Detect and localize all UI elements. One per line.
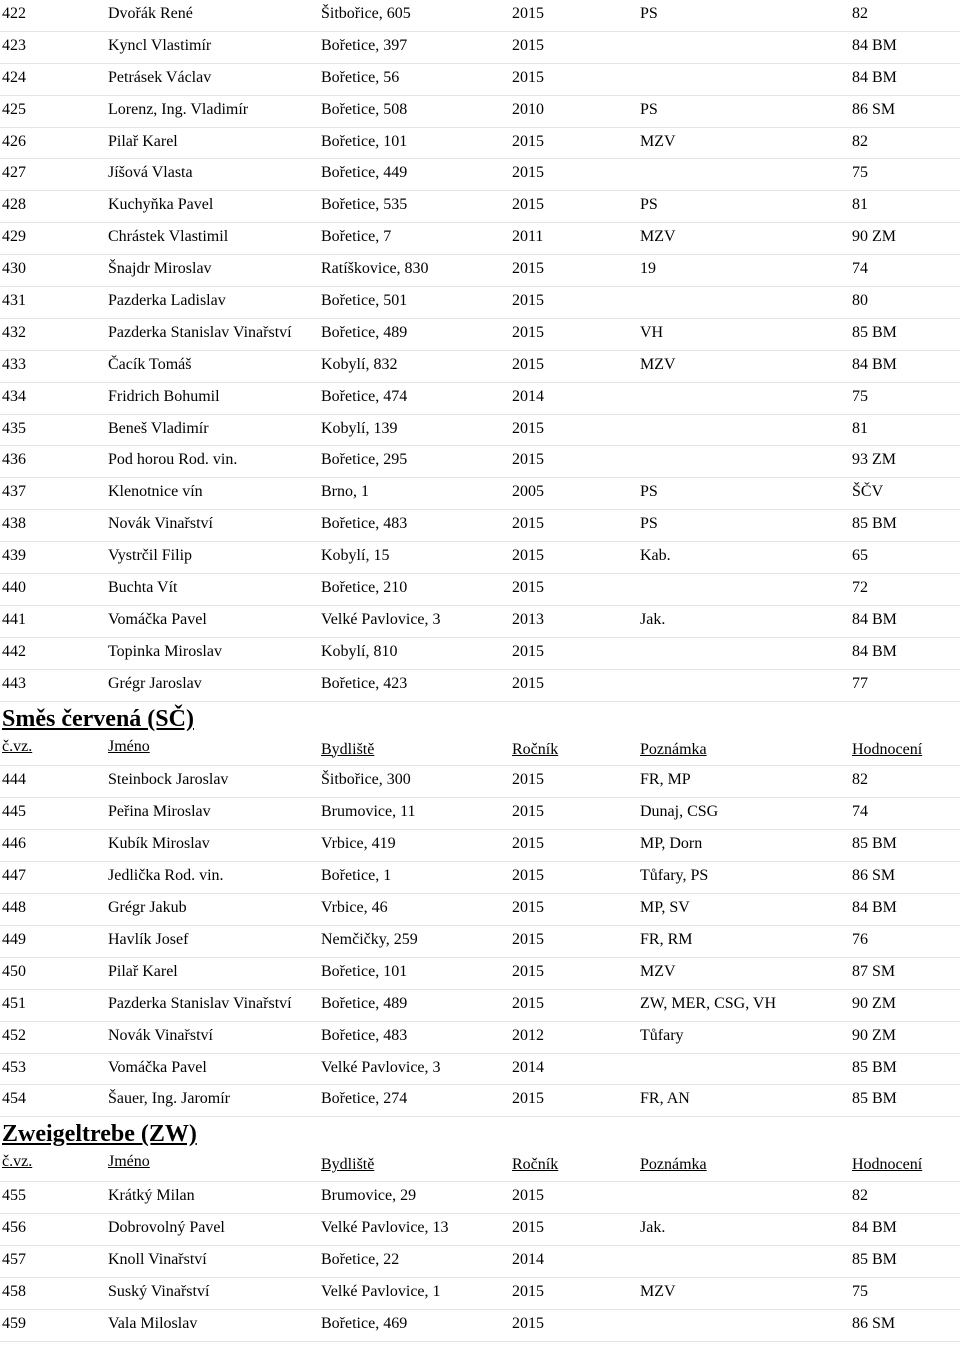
table-row: [0, 766, 960, 798]
cell-rating: 82: [852, 1187, 868, 1205]
cell-note: MZV: [640, 1282, 676, 1300]
table-row: [0, 191, 960, 223]
cell-residence: Bořetice, 535: [321, 196, 408, 214]
column-header-row: [0, 1150, 960, 1182]
header-residence: Bydliště: [321, 740, 375, 758]
cell-residence: Brumovice, 11: [321, 803, 416, 821]
section-title: Zweigeltrebe (ZW): [2, 1121, 197, 1148]
cell-vintage: 2015: [512, 292, 544, 310]
cell-residence: Kobylí, 139: [321, 419, 398, 437]
table-row: [0, 351, 960, 383]
cell-vintage: 2015: [512, 803, 544, 821]
cell-residence: Bořetice, 7: [321, 228, 392, 246]
cell-rating: 84 BM: [852, 899, 897, 917]
cell-name: Kuchyňka Pavel: [108, 196, 214, 214]
cell-residence: Brno, 1: [321, 483, 369, 501]
cell-vintage: 2005: [512, 483, 544, 501]
table-row: [0, 638, 960, 670]
cell-name: Topinka Miroslav: [108, 642, 222, 660]
cell-rating: 77: [852, 674, 868, 692]
cell-sample-number: 458: [2, 1282, 26, 1300]
cell-sample-number: 446: [2, 835, 26, 853]
cell-rating: 74: [852, 803, 868, 821]
cell-sample-number: 441: [2, 610, 26, 628]
cell-name: Vala Miloslav: [108, 1314, 198, 1332]
cell-sample-number: 439: [2, 547, 26, 565]
cell-vintage: 2015: [512, 1282, 544, 1300]
cell-vintage: 2015: [512, 132, 544, 150]
cell-vintage: 2015: [512, 515, 544, 533]
cell-rating: 84 BM: [852, 642, 897, 660]
header-vintage: Ročník: [512, 1156, 559, 1174]
cell-name: Šnajdr Miroslav: [108, 260, 212, 278]
cell-vintage: 2015: [512, 1314, 544, 1332]
cell-note: Jak.: [640, 1219, 666, 1237]
cell-note: MP, Dorn: [640, 835, 703, 853]
cell-residence: Bořetice, 397: [321, 36, 408, 54]
cell-rating: 75: [852, 1282, 868, 1300]
header-vintage: Ročník: [512, 740, 559, 758]
cell-residence: Bořetice, 22: [321, 1250, 400, 1268]
cell-note: Dunaj, CSG: [640, 803, 719, 821]
cell-note: MZV: [640, 355, 676, 373]
cell-residence: Bořetice, 274: [321, 1090, 408, 1108]
cell-rating: 84 BM: [852, 68, 897, 86]
cell-name: Dvořák René: [108, 5, 193, 22]
cell-note: FR, MP: [640, 771, 691, 789]
cell-vintage: 2015: [512, 674, 544, 692]
cell-note: MZV: [640, 228, 676, 246]
cell-vintage: 2014: [512, 1058, 544, 1076]
cell-rating: 90 ZM: [852, 994, 896, 1012]
cell-sample-number: 426: [2, 132, 26, 150]
cell-rating: 85 BM: [852, 515, 897, 533]
cell-sample-number: 434: [2, 387, 26, 405]
cell-vintage: 2015: [512, 1187, 544, 1205]
cell-rating: 75: [852, 387, 868, 405]
cell-rating: 75: [852, 164, 868, 182]
cell-name: Vystrčil Filip: [108, 547, 193, 565]
table-row: [0, 128, 960, 160]
cell-note: PS: [640, 5, 658, 22]
cell-vintage: 2015: [512, 260, 544, 278]
cell-name: Chrástek Vlastimil: [108, 228, 229, 246]
cell-residence: Bořetice, 423: [321, 674, 408, 692]
cell-sample-number: 429: [2, 228, 26, 246]
cell-rating: 82: [852, 771, 868, 789]
cell-sample-number: 424: [2, 68, 26, 86]
cell-sample-number: 431: [2, 292, 26, 310]
cell-name: Pazderka Stanislav Vinařství: [108, 323, 292, 341]
cell-rating: 76: [852, 930, 868, 948]
header-residence: Bydliště: [321, 1156, 375, 1174]
cell-sample-number: 432: [2, 323, 26, 341]
cell-vintage: 2015: [512, 419, 544, 437]
cell-note: Kab.: [640, 547, 671, 565]
header-sample-number: č.vz.: [2, 1153, 33, 1171]
cell-sample-number: 447: [2, 867, 26, 885]
cell-vintage: 2015: [512, 962, 544, 980]
cell-residence: Velké Pavlovice, 3: [321, 610, 441, 628]
cell-name: Knoll Vinařství: [108, 1250, 207, 1268]
table-row: [0, 383, 960, 415]
cell-residence: Velké Pavlovice, 3: [321, 1058, 441, 1076]
cell-note: MZV: [640, 962, 676, 980]
cell-residence: Bořetice, 474: [321, 387, 408, 405]
cell-residence: Ratíškovice, 830: [321, 260, 429, 278]
table-row: [0, 223, 960, 255]
cell-sample-number: 451: [2, 994, 26, 1012]
cell-rating: 65: [852, 547, 868, 565]
cell-name: Pod horou Rod. vin.: [108, 451, 238, 469]
cell-rating: 81: [852, 419, 868, 437]
cell-rating: 85 BM: [852, 323, 897, 341]
cell-vintage: 2014: [512, 387, 544, 405]
cell-vintage: 2015: [512, 36, 544, 54]
table-row: [0, 1085, 960, 1117]
cell-name: Peřina Miroslav: [108, 803, 211, 821]
table-row: [0, 478, 960, 510]
cell-name: Buchta Vít: [108, 579, 178, 597]
section-heading-wrap: [0, 702, 960, 735]
cell-vintage: 2015: [512, 1219, 544, 1237]
table-row: [0, 606, 960, 638]
cell-rating: 82: [852, 132, 868, 150]
cell-vintage: 2015: [512, 323, 544, 341]
cell-rating: 93 ZM: [852, 451, 896, 469]
header-rating: Hodnocení: [852, 1156, 923, 1174]
cell-sample-number: 444: [2, 771, 26, 789]
cell-rating: 90 ZM: [852, 228, 896, 246]
cell-residence: Bořetice, 1: [321, 867, 392, 885]
cell-note: 19: [640, 260, 656, 278]
cell-sample-number: 450: [2, 962, 26, 980]
cell-residence: Vrbice, 419: [321, 835, 396, 853]
cell-sample-number: 454: [2, 1090, 26, 1108]
cell-rating: 86 SM: [852, 1314, 896, 1332]
cell-name: Vomáčka Pavel: [108, 610, 207, 628]
cell-sample-number: 445: [2, 803, 26, 821]
cell-residence: Kobylí, 15: [321, 547, 390, 565]
table-row: [0, 96, 960, 128]
cell-vintage: 2015: [512, 68, 544, 86]
cell-name: Jedlička Rod. vin.: [108, 867, 224, 885]
cell-sample-number: 423: [2, 36, 26, 54]
cell-name: Novák Vinařství: [108, 515, 213, 533]
table-row: [0, 1022, 960, 1054]
table-row: [0, 1214, 960, 1246]
cell-vintage: 2013: [512, 610, 544, 628]
column-header-row: [0, 735, 960, 767]
cell-vintage: 2014: [512, 1250, 544, 1268]
cell-name: Lorenz, Ing. Vladimír: [108, 100, 249, 118]
cell-note: ZW, MER, CSG, VH: [640, 994, 777, 1012]
cell-residence: Kobylí, 832: [321, 355, 398, 373]
table-row: [0, 894, 960, 926]
table-row: [0, 64, 960, 96]
table-row: [0, 990, 960, 1022]
header-note: Poznámka: [640, 1156, 707, 1174]
cell-sample-number: 449: [2, 930, 26, 948]
cell-note: VH: [640, 323, 664, 341]
cell-rating: 84 BM: [852, 610, 897, 628]
cell-rating: 85 BM: [852, 1058, 897, 1076]
cell-residence: Velké Pavlovice, 1: [321, 1282, 441, 1300]
cell-note: PS: [640, 196, 658, 214]
cell-sample-number: 440: [2, 579, 26, 597]
cell-rating: 85 BM: [852, 1090, 897, 1108]
cell-vintage: 2015: [512, 899, 544, 917]
cell-rating: 85 BM: [852, 835, 897, 853]
cell-name: Steinbock Jaroslav: [108, 771, 229, 789]
cell-note: PS: [640, 100, 658, 118]
table-row: [0, 798, 960, 830]
table-row: [0, 287, 960, 319]
section-heading-wrap: [0, 1117, 960, 1150]
cell-sample-number: 456: [2, 1219, 26, 1237]
cell-sample-number: 428: [2, 196, 26, 214]
cell-sample-number: 453: [2, 1058, 26, 1076]
cell-vintage: 2011: [512, 228, 544, 246]
cell-vintage: 2015: [512, 164, 544, 182]
cell-name: Grégr Jaroslav: [108, 674, 202, 692]
cell-vintage: 2015: [512, 930, 544, 948]
cell-residence: Bořetice, 56: [321, 68, 400, 86]
cell-name: Pilař Karel: [108, 132, 178, 150]
table-row: [0, 1310, 960, 1342]
table-row: [0, 1054, 960, 1086]
cell-residence: Velké Pavlovice, 13: [321, 1219, 449, 1237]
cell-sample-number: 443: [2, 674, 26, 692]
cell-rating: 86 SM: [852, 867, 896, 885]
section-title: Směs červená (SČ): [2, 705, 194, 732]
cell-vintage: 2012: [512, 1026, 544, 1044]
cell-residence: Bořetice, 483: [321, 515, 408, 533]
header-name: Jméno: [108, 1153, 150, 1171]
cell-sample-number: 452: [2, 1026, 26, 1044]
table-row: [0, 830, 960, 862]
cell-name: Havlík Josef: [108, 930, 189, 948]
cell-name: Čacík Tomáš: [108, 355, 192, 373]
cell-sample-number: 430: [2, 260, 26, 278]
cell-rating: 81: [852, 196, 868, 214]
table-row: [0, 1278, 960, 1310]
header-note: Poznámka: [640, 740, 707, 758]
cell-name: Petrásek Václav: [108, 68, 212, 86]
cell-residence: Brumovice, 29: [321, 1187, 417, 1205]
cell-name: Jíšová Vlasta: [108, 164, 193, 182]
cell-rating: 90 ZM: [852, 1026, 896, 1044]
table-row: [0, 255, 960, 287]
table-row: [0, 159, 960, 191]
table-row: [0, 446, 960, 478]
cell-vintage: 2015: [512, 579, 544, 597]
table-row: [0, 1246, 960, 1278]
table-row: [0, 415, 960, 447]
cell-name: Suský Vinařství: [108, 1282, 210, 1300]
cell-residence: Nemčičky, 259: [321, 930, 418, 948]
cell-sample-number: 442: [2, 642, 26, 660]
table-row: [0, 319, 960, 351]
table-row: [0, 510, 960, 542]
cell-name: Pazderka Ladislav: [108, 292, 226, 310]
cell-rating: ŠČV: [852, 483, 884, 501]
cell-sample-number: 457: [2, 1250, 26, 1268]
cell-residence: Bořetice, 469: [321, 1314, 408, 1332]
cell-residence: Šitbořice, 300: [321, 771, 411, 789]
cell-sample-number: 438: [2, 515, 26, 533]
cell-sample-number: 459: [2, 1314, 26, 1332]
cell-rating: 72: [852, 579, 868, 597]
cell-sample-number: 437: [2, 483, 26, 501]
header-name: Jméno: [108, 737, 150, 755]
cell-name: Klenotnice vín: [108, 483, 203, 501]
cell-rating: 80: [852, 292, 868, 310]
cell-rating: 84 BM: [852, 355, 897, 373]
cell-note: MZV: [640, 132, 676, 150]
cell-name: Pilař Karel: [108, 962, 178, 980]
table-row: [0, 670, 960, 702]
cell-rating: 87 SM: [852, 962, 896, 980]
cell-residence: Bořetice, 489: [321, 994, 408, 1012]
cell-residence: Bořetice, 101: [321, 132, 408, 150]
cell-name: Krátký Milan: [108, 1187, 195, 1205]
cell-vintage: 2010: [512, 100, 544, 118]
cell-name: Fridrich Bohumil: [108, 387, 220, 405]
cell-residence: Bořetice, 101: [321, 962, 408, 980]
cell-vintage: 2015: [512, 642, 544, 660]
cell-name: Novák Vinařství: [108, 1026, 213, 1044]
cell-rating: 85 BM: [852, 1250, 897, 1268]
cell-vintage: 2015: [512, 5, 544, 22]
cell-name: Beneš Vladimír: [108, 419, 209, 437]
cell-sample-number: 422: [2, 5, 26, 22]
cell-note: PS: [640, 515, 658, 533]
cell-sample-number: 436: [2, 451, 26, 469]
cell-rating: 86 SM: [852, 100, 896, 118]
cell-residence: Kobylí, 810: [321, 642, 398, 660]
cell-vintage: 2015: [512, 835, 544, 853]
cell-residence: Bořetice, 449: [321, 164, 408, 182]
table-row: [0, 574, 960, 606]
cell-name: Grégr Jakub: [108, 899, 187, 917]
cell-rating: 74: [852, 260, 868, 278]
table-row: [0, 32, 960, 64]
cell-name: Kyncl Vlastimír: [108, 36, 212, 54]
cell-sample-number: 433: [2, 355, 26, 373]
cell-residence: Bořetice, 295: [321, 451, 408, 469]
cell-note: FR, AN: [640, 1090, 690, 1108]
cell-sample-number: 435: [2, 419, 26, 437]
cell-name: Dobrovolný Pavel: [108, 1219, 225, 1237]
cell-sample-number: 448: [2, 899, 26, 917]
table-row: [0, 862, 960, 894]
cell-residence: Bořetice, 489: [321, 323, 408, 341]
cell-rating: 84 BM: [852, 1219, 897, 1237]
cell-vintage: 2015: [512, 771, 544, 789]
cell-vintage: 2015: [512, 1090, 544, 1108]
cell-name: Kubík Miroslav: [108, 835, 210, 853]
table-row: [0, 926, 960, 958]
cell-note: PS: [640, 483, 658, 501]
cell-vintage: 2015: [512, 451, 544, 469]
cell-vintage: 2015: [512, 196, 544, 214]
cell-vintage: 2015: [512, 867, 544, 885]
table-row: [0, 958, 960, 990]
cell-residence: Bořetice, 508: [321, 100, 408, 118]
header-sample-number: č.vz.: [2, 737, 33, 755]
cell-note: Tůfary: [640, 1026, 684, 1044]
cell-residence: Bořetice, 210: [321, 579, 408, 597]
cell-sample-number: 425: [2, 100, 26, 118]
cell-residence: Bořetice, 501: [321, 292, 408, 310]
cell-residence: Vrbice, 46: [321, 899, 388, 917]
cell-vintage: 2015: [512, 994, 544, 1012]
cell-note: Tůfary, PS: [640, 867, 709, 885]
cell-name: Pazderka Stanislav Vinařství: [108, 994, 292, 1012]
cell-name: Vomáčka Pavel: [108, 1058, 207, 1076]
cell-note: MP, SV: [640, 899, 690, 917]
header-rating: Hodnocení: [852, 740, 923, 758]
cell-name: Šauer, Ing. Jaromír: [108, 1090, 230, 1108]
cell-vintage: 2015: [512, 547, 544, 565]
cell-sample-number: 427: [2, 164, 26, 182]
table-row: [0, 0, 960, 32]
table-row: [0, 542, 960, 574]
table-row: [0, 1182, 960, 1214]
cell-rating: 84 BM: [852, 36, 897, 54]
cell-sample-number: 455: [2, 1187, 26, 1205]
cell-note: Jak.: [640, 610, 666, 628]
cell-rating: 82: [852, 5, 868, 22]
cell-vintage: 2015: [512, 355, 544, 373]
cell-note: FR, RM: [640, 930, 693, 948]
cell-residence: Bořetice, 483: [321, 1026, 408, 1044]
cell-residence: Šitbořice, 605: [321, 5, 411, 22]
